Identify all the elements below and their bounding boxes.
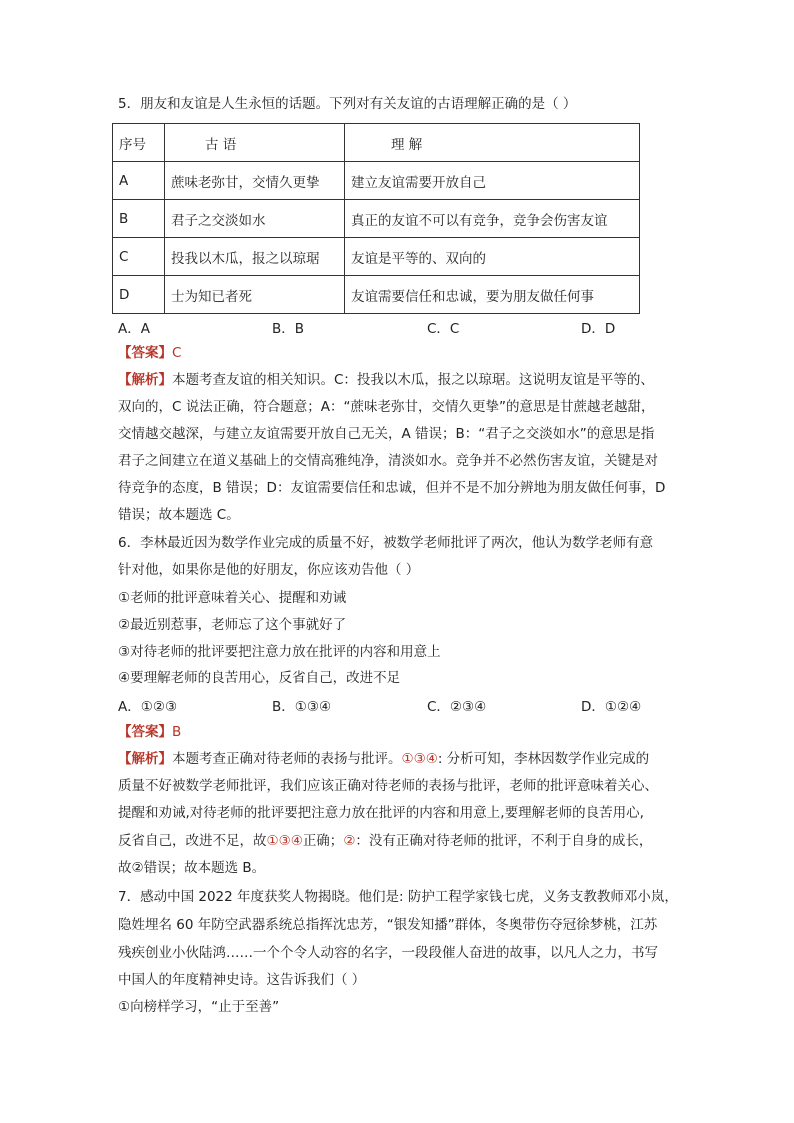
analysis-highlight: ② [343, 833, 356, 849]
table-cell: 君子之交淡如水 [165, 200, 345, 238]
analysis-text: 本题考查正确对待老师的表扬与批评。 [172, 751, 402, 767]
q7-item: ①向榜样学习，“止于至善” [118, 999, 280, 1015]
q5-analysis-line: 君子之间建立在道义基础上的交情高雅纯净，清淡如水。竞争并不必然伤害友谊，关键是对 [118, 453, 658, 469]
q6-analysis-line: 质量不好被数学老师批评，我们应该正确对待老师的表扬与批评，老师的批评意味着关心、 [118, 778, 658, 794]
table-row [113, 276, 640, 314]
analysis-text: 反省自己，改进不足， [118, 833, 253, 849]
table-row [113, 162, 640, 200]
q6-answer [118, 722, 181, 742]
q6-analysis-line: 故②错误；故本题选 B。 [118, 860, 266, 876]
table-row [113, 238, 640, 276]
table-cell: 建立友谊需要开放自己 [345, 162, 640, 200]
q7-stem-line: 7．感动中国 2022 年度获奖人物揭晓。他们是: 防护工程学家钱七虎，义务支教教师邓小岚， [118, 889, 678, 905]
q6-stem-line: 6．李林最近因为数学作业完成的质量不好，被数学老师批评了两次，他认为数学老师有意 [118, 535, 654, 551]
table-header-row [113, 124, 640, 162]
analysis-text: 故 [253, 833, 267, 849]
table-cell: 士为知已者死 [165, 276, 345, 314]
analysis-text: 本题考查友谊的相关知识。C：投我以木瓜，报之以琼琚。这说明友谊是平等的、 [172, 372, 654, 388]
q6-item: ②最近别惹事，老师忘了这个事就好了 [118, 617, 347, 633]
q6-options [118, 695, 658, 715]
option-b: B．①③④ [272, 699, 332, 715]
option-b: B．B [272, 321, 305, 337]
answer-tag: 【答案】 [118, 724, 172, 740]
q5-analysis-line: 双向的，C 说法正确，符合题意；A：“蔗味老弥甘，交情久更挚”的意思是甘蔗越老越甜， [118, 399, 655, 415]
analysis-tag: 【解析】 [118, 372, 172, 388]
q5-analysis-line: 交情越交越深，与建立友谊需要开放自己无关，A 错误；B：“君子之交淡如水”的意思是指 [118, 426, 655, 442]
table-cell: 友谊是平等的、双向的 [345, 238, 640, 276]
q5-analysis-line [118, 370, 654, 390]
table-header-cell: 古 语 [165, 124, 345, 162]
table-cell: B [113, 200, 165, 238]
q7-stem-line: 中国人的年度精神史诗。这告诉我们（ ） [118, 972, 366, 988]
table-header-cell: 序号 [113, 124, 165, 162]
q6-analysis-line [118, 749, 649, 769]
option-a: A．A [118, 321, 150, 337]
analysis-text: : 分析可知，李林因数学作业完成的 [437, 751, 650, 767]
q5-table [112, 123, 640, 314]
q7-stem-line: 残疾创业小伙陆鸿……一个个令人动容的名字，一段段催人奋进的故事，以凡人之力，书写 [118, 945, 658, 961]
option-c: C．C [427, 321, 460, 337]
table-cell: A [113, 162, 165, 200]
q6-analysis-line [118, 831, 652, 851]
answer-value: C [172, 345, 182, 361]
table-header-cell: 理 解 [345, 124, 640, 162]
table-cell: D [113, 276, 165, 314]
q6-stem-line: 针对他，如果你是他的好朋友，你应该劝告他（ ） [118, 562, 420, 578]
table-cell: 蔗味老弥甘，交情久更挚 [165, 162, 345, 200]
answer-tag: 【答案】 [118, 345, 172, 361]
table-cell: 真正的友谊不可以有竞争，竞争会伤害友谊 [345, 200, 640, 238]
q5-analysis-line: 待竞争的态度，B 错误；D：友谊需要信任和忠诚，但并不是不加分辨地为朋友做任何事，D [118, 480, 666, 496]
analysis-text: ：没有正确对待老师的批评，不利于自身的成长， [355, 833, 653, 849]
option-a: A．①②③ [118, 699, 178, 715]
option-c: C．②③④ [427, 699, 487, 715]
q7-stem-line: 隐姓埋名 60 年防空武器系统总指挥沈忠芳，“银发知播”群体，冬奥带伤夺冠徐梦桃，江苏 [118, 917, 658, 933]
q5-analysis-line: 错误；故本题选 C。 [118, 507, 240, 523]
table-cell: 友谊需要信任和忠诚，要为朋友做任何事 [345, 276, 640, 314]
option-d: D．①②④ [581, 699, 642, 715]
q6-item: ①老师的批评意味着关心、提醒和劝诫 [118, 590, 347, 606]
analysis-highlight: ①③④ [401, 751, 438, 767]
q5-options [118, 317, 638, 337]
q5-stem: 5．朋友和友谊是人生永恒的话题。下列对有关友谊的古语理解正确的是（ ） [118, 96, 577, 112]
table-cell: C [113, 238, 165, 276]
analysis-tag: 【解析】 [118, 751, 172, 767]
q6-item: ③对待老师的批评要把注意力放在批评的内容和用意上 [118, 644, 441, 660]
analysis-text: 正确； [302, 833, 344, 849]
option-d: D．D [581, 321, 616, 337]
q6-analysis-line: 提醒和劝诫,对待老师的批评要把注意力放在批评的内容和用意上,要理解老师的良苦用心, [118, 805, 644, 821]
answer-value: B [172, 724, 182, 740]
table-row [113, 200, 640, 238]
q6-item: ④要理解老师的良苦用心，反省自己，改进不足 [118, 670, 401, 686]
analysis-highlight: ①③④ [266, 833, 303, 849]
table-cell: 投我以木瓜，报之以琼琚 [165, 238, 345, 276]
q5-answer [118, 343, 181, 363]
